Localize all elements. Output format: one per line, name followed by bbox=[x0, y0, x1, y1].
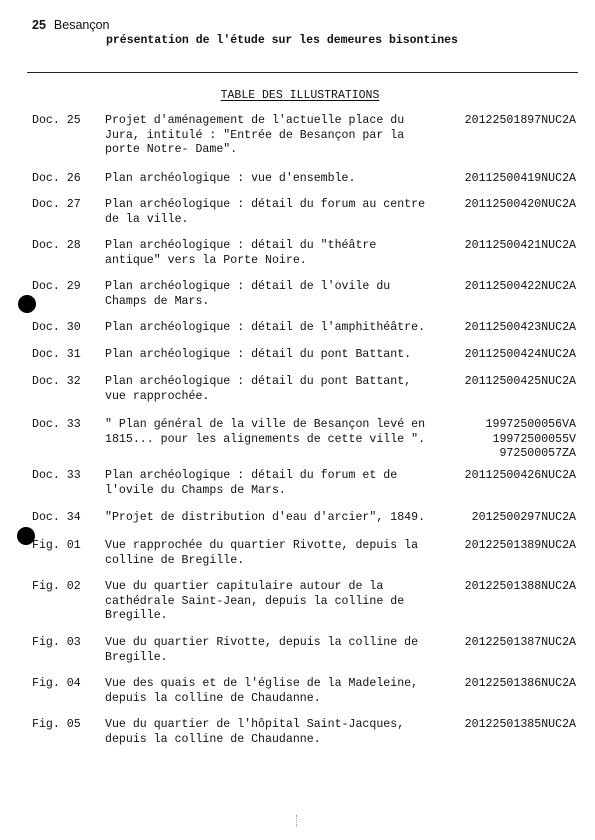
entry-description: Vue rapprochée du quartier Rivotte, depuis la colline de Bregille. bbox=[105, 539, 419, 567]
entry-description: Vue du quartier Rivotte, depuis la colline de Bregille. bbox=[105, 636, 419, 664]
entry-code: 20122501385NUC2A bbox=[464, 718, 576, 731]
entry-code: 20112500422NUC2A bbox=[464, 280, 576, 293]
entry-code: 20112500424NUC2A bbox=[464, 348, 576, 361]
entry-label: Doc. 33 bbox=[32, 418, 81, 431]
entry-code: 20112500423NUC2A bbox=[464, 321, 576, 334]
entry-code: 2012500297NUC2A bbox=[471, 511, 576, 524]
entry-description: Plan archéologique : vue d'ensemble. bbox=[105, 172, 356, 185]
entry-description: Projet d'aménagement de l'actuelle place du Jura, intitulé : "Entrée de Besançon par la porte Notre- Dame". bbox=[105, 114, 405, 156]
entry-description: Plan archéologique : détail du pont Battant. bbox=[105, 348, 412, 361]
header-subtitle: présentation de l'étude sur les demeures bisontines bbox=[106, 34, 458, 47]
header-city: Besançon bbox=[53, 18, 110, 32]
scan-mark bbox=[296, 815, 298, 827]
entry-description: Vue du quartier de l'hôpital Saint-Jacques, depuis la colline de Chaudanne. bbox=[105, 718, 405, 746]
entry-description: Plan archéologique : détail du "théâtre antique" vers la Porte Noire. bbox=[105, 239, 377, 267]
entry-description: Vue des quais et de l'église de la Madeleine, depuis la colline de Chaudanne. bbox=[105, 677, 419, 705]
entry-label: Fig. 01 bbox=[32, 539, 81, 552]
entry-description: Plan archéologique : détail du pont Battant, vue rapprochée. bbox=[105, 375, 412, 403]
section-title-text: TABLE DES ILLUSTRATIONS bbox=[220, 89, 380, 102]
entry-description: "Projet de distribution d'eau d'arcier", 1849. bbox=[105, 511, 426, 524]
entry-label: Fig. 04 bbox=[32, 677, 81, 690]
entry-description: Plan archéologique : détail de l'amphithéâtre. bbox=[105, 321, 426, 334]
entry-code: 20112500420NUC2A bbox=[464, 198, 576, 211]
entry-code: 20122501389NUC2A bbox=[464, 539, 576, 552]
entry-label: Doc. 33 bbox=[32, 469, 81, 482]
entry-code: 20122501897NUC2A bbox=[464, 114, 576, 127]
entry-label: Doc. 29 bbox=[32, 280, 81, 293]
entry-label: Doc. 32 bbox=[32, 375, 81, 388]
entry-code: 20112500419NUC2A bbox=[464, 172, 576, 185]
entry-description: " Plan général de la ville de Besançon levé en 1815... pour les alignements de cette ville ". bbox=[105, 418, 426, 446]
entry-description: Plan archéologique : détail du forum au centre de la ville. bbox=[105, 198, 426, 226]
entry-label: Fig. 03 bbox=[32, 636, 81, 649]
entry-label: Doc. 27 bbox=[32, 198, 81, 211]
binder-hole bbox=[18, 295, 36, 313]
entry-description: Vue du quartier capitulaire autour de la cathédrale Saint-Jean, depuis la colline de Bregille. bbox=[105, 580, 405, 622]
entry-label: Doc. 34 bbox=[32, 511, 81, 524]
entry-code: 20122501388NUC2A bbox=[464, 580, 576, 593]
entry-code: 20112500421NUC2A bbox=[464, 239, 576, 252]
entry-code: 20112500426NUC2A bbox=[464, 469, 576, 482]
entry-code: 20122501387NUC2A bbox=[464, 636, 576, 649]
entry-label: Doc. 30 bbox=[32, 321, 81, 334]
entry-label: Doc. 28 bbox=[32, 239, 81, 252]
page-number: 25 bbox=[32, 18, 46, 32]
entry-label: Fig. 02 bbox=[32, 580, 81, 593]
entry-label: Fig. 05 bbox=[32, 718, 81, 731]
entry-code: 20122501386NUC2A bbox=[464, 677, 576, 690]
entry-label: Doc. 25 bbox=[32, 114, 81, 127]
entry-description: Plan archéologique : détail du forum et de l'ovile du Champs de Mars. bbox=[105, 469, 398, 497]
entry-code: 20112500425NUC2A bbox=[464, 375, 576, 388]
entry-description: Plan archéologique : détail de l'ovile du Champs de Mars. bbox=[105, 280, 391, 308]
entry-label: Doc. 26 bbox=[32, 172, 81, 185]
entry-code: 19972500056VA 19972500055V 972500057ZA bbox=[485, 418, 576, 460]
binder-hole bbox=[17, 527, 35, 545]
entry-label: Doc. 31 bbox=[32, 348, 81, 361]
